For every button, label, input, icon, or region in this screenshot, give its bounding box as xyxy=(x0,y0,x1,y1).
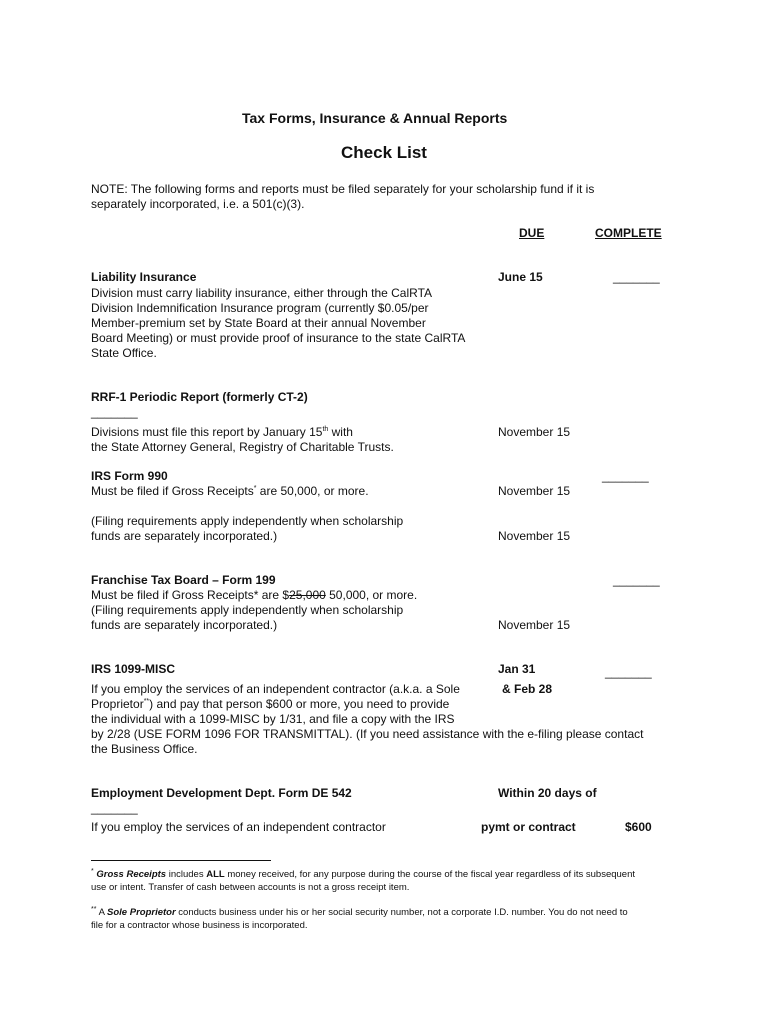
edd-blank: _______ xyxy=(91,801,138,815)
irs990-line-1: Must be filed if Gross Receipts* are 50,000, or more. xyxy=(91,484,369,498)
irs1099-line-1: If you employ the services of an independent contractor (a.k.a. a Sole xyxy=(91,682,460,696)
footnote-2-line-2: file for a contractor whose business is incorporated. xyxy=(91,920,308,931)
irs1099-line-5: the Business Office. xyxy=(91,742,198,756)
footnote-separator xyxy=(91,860,271,861)
edd-due: Within 20 days of xyxy=(498,786,597,800)
liability-line-2: Division Indemnification Insurance program (currently $0.05/per xyxy=(91,301,429,315)
irs990-complete-blank: _______ xyxy=(602,469,649,483)
irs1099-complete-blank: _______ xyxy=(605,665,652,679)
footnote-1-line-1: * Gross Receipts includes ALL money received, for any purpose during the course of the fiscal year regardless of its subsequent xyxy=(91,867,635,880)
rrf-title: RRF-1 Periodic Report (formerly CT-2) xyxy=(91,390,308,404)
page-title: Tax Forms, Insurance & Annual Reports xyxy=(242,110,508,126)
irs990-due-2: November 15 xyxy=(498,529,571,543)
irs990-note-line-1: (Filing requirements apply independently when scholarship xyxy=(91,514,404,528)
liability-due: June 15 xyxy=(498,270,543,284)
irs1099-due-2: & Feb 28 xyxy=(502,682,553,696)
ftb-due: November 15 xyxy=(498,618,571,632)
edd-due-2: pymt or contract xyxy=(481,820,576,834)
note-line-1: NOTE: The following forms and reports must be filed separately for your scholarship fund if it is xyxy=(91,182,595,196)
edd-title: Employment Development Dept. Form DE 542 xyxy=(91,786,352,800)
ftb-title: Franchise Tax Board – Form 199 xyxy=(91,573,276,587)
rrf-line-2: the State Attorney General, Registry of Charitable Trusts. xyxy=(91,440,394,454)
irs1099-line-4: by 2/28 (USE FORM 1096 FOR TRANSMITTAL). (If you need assistance with the e-filing please contact xyxy=(91,727,644,741)
page-subtitle: Check List xyxy=(341,143,427,162)
liability-line-1: Division must carry liability insurance, either through the CalRTA xyxy=(91,286,433,300)
ftb-line-3: funds are separately incorporated.) xyxy=(91,618,278,632)
note-line-2: separately incorporated, i.e. a 501(c)(3). xyxy=(91,197,305,211)
edd-line-1: If you employ the services of an independent contractor xyxy=(91,820,386,834)
ftb-line-1: Must be filed if Gross Receipts* are $25,000 50,000, or more. xyxy=(91,588,418,602)
column-header-due: DUE xyxy=(519,226,545,240)
liability-title: Liability Insurance xyxy=(91,270,197,284)
footnote-1-line-2: use or intent. Transfer of cash between accounts is not a gross receipt item. xyxy=(91,882,410,893)
irs990-title: IRS Form 990 xyxy=(91,469,168,483)
irs1099-title: IRS 1099-MISC xyxy=(91,662,176,676)
ftb-complete-blank: _______ xyxy=(613,573,660,587)
edd-amount: $600 xyxy=(625,820,652,834)
irs990-due-1: November 15 xyxy=(498,484,571,498)
rrf-line-1: Divisions must file this report by January 15th with xyxy=(91,425,353,439)
rrf-blank: _______ xyxy=(91,405,138,419)
liability-line-3: Member-premium set by State Board at their annual November xyxy=(91,316,426,330)
liability-line-5: State Office. xyxy=(91,346,157,360)
irs1099-due-1: Jan 31 xyxy=(498,662,536,676)
irs1099-line-2: Proprietor**) and pay that person $600 or more, you need to provide xyxy=(91,697,450,711)
liability-line-4: Board Meeting) or must provide proof of insurance to the state CalRTA xyxy=(91,331,466,345)
ftb-line-2: (Filing requirements apply independently when scholarship xyxy=(91,603,404,617)
column-header-complete: COMPLETE xyxy=(595,226,662,240)
irs1099-line-3: the individual with a 1099-MISC by 1/31, and file a copy with the IRS xyxy=(91,712,455,726)
liability-complete-blank: _______ xyxy=(613,270,660,284)
footnote-2-line-1: ** A Sole Proprietor conducts business under his or her social security number, not a corporate I.D. number. You do not need to xyxy=(91,905,628,918)
irs990-note-line-2: funds are separately incorporated.) xyxy=(91,529,278,543)
rrf-due: November 15 xyxy=(498,425,571,439)
